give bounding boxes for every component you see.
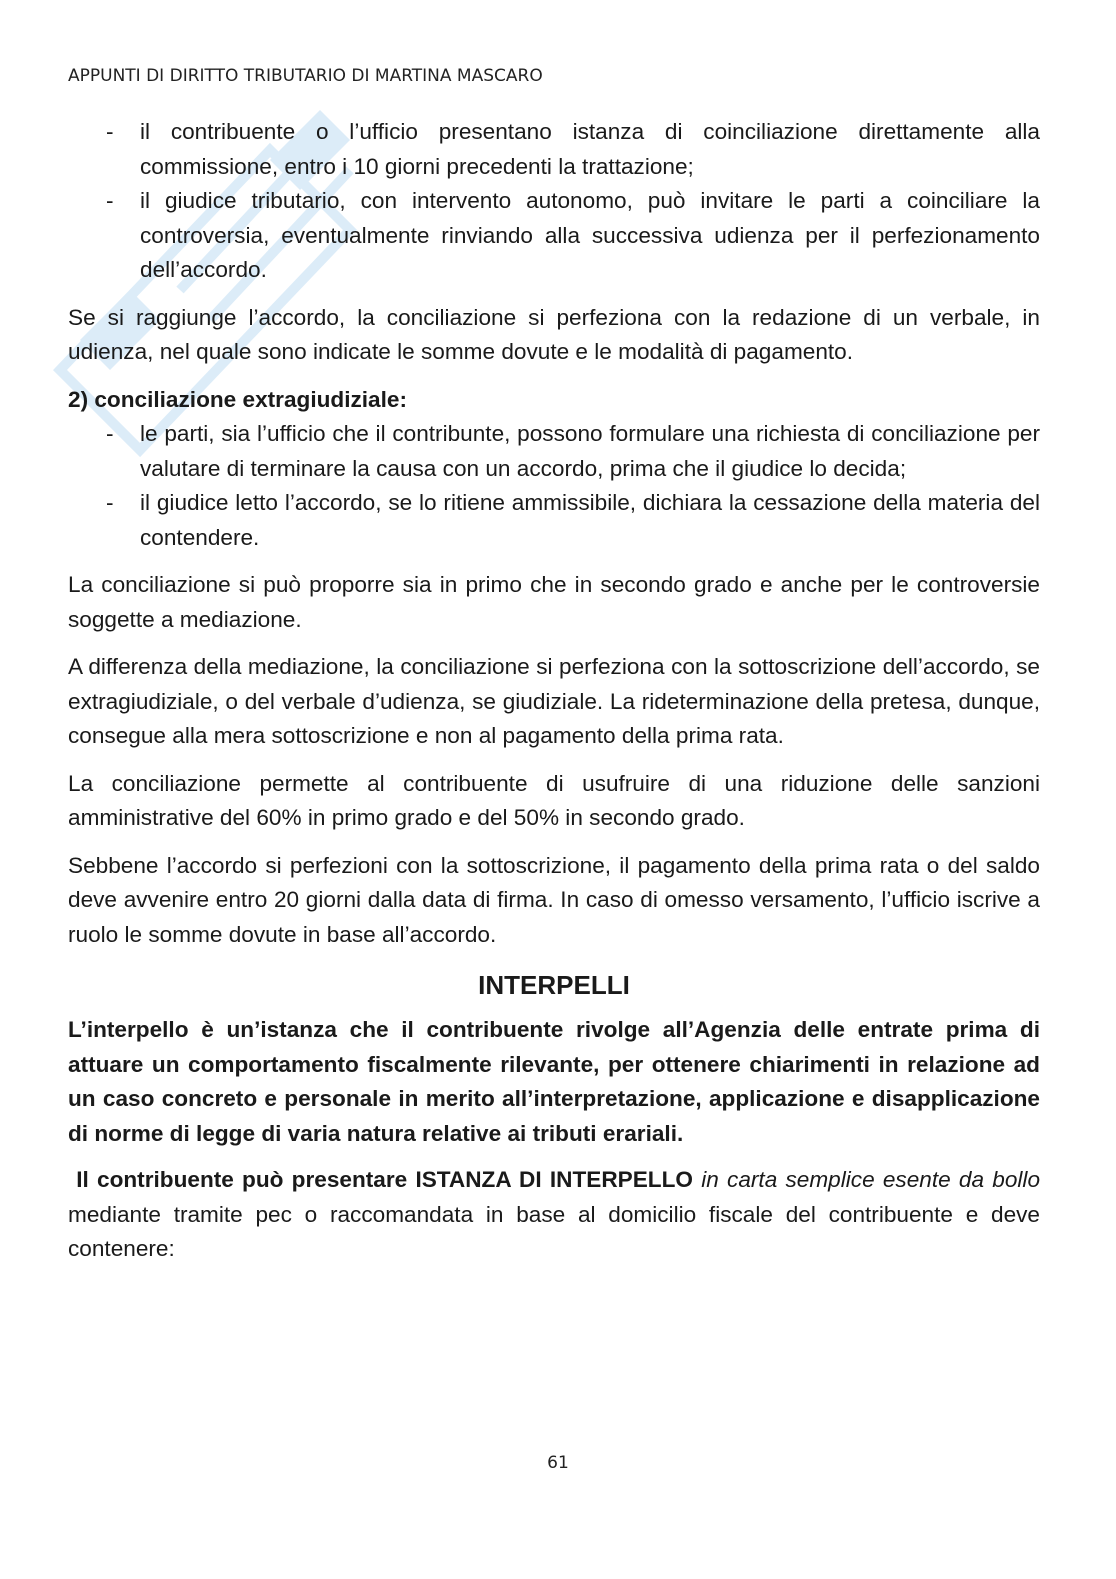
paragraph-grado: La conciliazione si può proporre sia in primo che in secondo grado e anche per le controversie soggette a mediazione. [68,572,1040,632]
bullet-list-extragiudiziale [68,417,1040,555]
paragraph-riduzione: La conciliazione permette al contribuente di usufruire di una riduzione delle sanzioni amministrative del 60% in primo grado e del 50% in secondo grado. [68,770,1040,830]
page-header: APPUNTI DI DIRITTO TRIBUTARIO DI MARTINA MASCARO [68,66,543,86]
paragraph-differenza: A differenza della mediazione, la conciliazione si perfeziona con la sottoscrizione dell’accordo, se extragiudiziale, o del verbale d’udienza, se giudiziale. La rideterminazione della pretesa, dunque, consegue alla mera sottoscrizione e non al pagamento della prima rata. [68,654,1040,748]
istanza-bold-text: Il contribuente può presentare ISTANZA DI INTERPELLO [76,1167,693,1192]
list-item: - il giudice letto l’accordo, se lo ritiene ammissibile, dichiara la cessazione della materia del contendere. [68,486,1040,555]
istanza-italic-text: in carta semplice esente da bollo [701,1167,1041,1192]
section-title: INTERPELLI [478,970,630,1000]
page-number: 61 [547,1453,569,1473]
list-item: - il giudice tributario, con intervento autonomo, può invitare le parti a coinciliare la controversia, eventualmente rinviando alla successiva udienza per il perfezionamento dell’accordo. [68,184,1040,288]
istanza-rest-text: mediante tramite pec o raccomandata in base al domicilio fiscale del contribuente e deve contenere: [68,1201,1040,1261]
list-item: - il contribuente o l’ufficio presentano istanza di coinciliazione direttamente alla commissione, entro i 10 giorni precedenti la trattazione; [68,115,1040,184]
paragraph-pagamento: Sebbene l’accordo si perfezioni con la sottoscrizione, il pagamento della prima rata o del saldo deve avvenire entro 20 giorni dalla data di firma. In caso di omesso versamento, l’ufficio iscrive a ruolo le somme dovute in base all’accordo. [68,852,1040,947]
bullet-list-giudiziale [68,115,1040,288]
dash-bullet-icon: - [106,119,114,144]
paragraph-accordo: Se si raggiunge l’accordo, la conciliazione si perfeziona con la redazione di un verbale, in udienza, nel quale sono indicate le somme dovute e le modalità di pagamento. [68,304,1040,364]
dash-bullet-icon: - [106,490,114,515]
subheading-extragiudiziale: 2) conciliazione extragiudiziale: [68,386,407,412]
list-item: - le parti, sia l’ufficio che il contribunte, possono formulare una richiesta di conciliazione per valutare di terminare la causa con un accordo, prima che il giudice lo decida; [68,417,1040,486]
paragraph-istanza [68,1163,1040,1267]
document-body [68,115,1040,1280]
dash-bullet-icon: - [106,421,114,446]
paragraph-interpello-definizione: L’interpello è un’istanza che il contribuente rivolge all’Agenzia delle entrate prima di attuare un comportamento fiscalmente rilevante, per ottenere chiarimenti in relazione ad un caso concreto e personale in merito all’interpretazione, applicazione e disapplicazione di norme di legge di varia natura relative ai tributi erariali. [68,1017,1040,1146]
dash-bullet-icon: - [106,188,114,213]
